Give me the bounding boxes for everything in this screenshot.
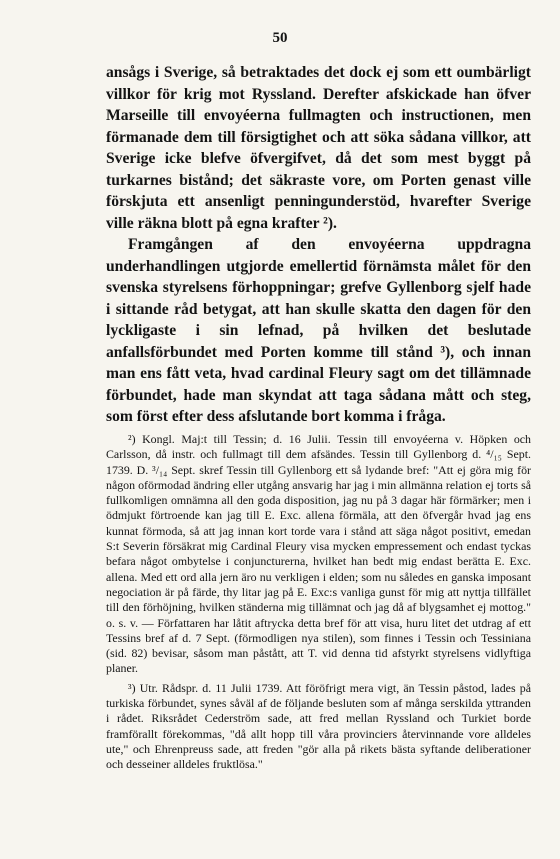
page-number: 50: [272, 30, 288, 46]
paragraph-2: Framgången af den envoyéerna uppdragna underhandlingen utgjorde emellertid förnämsta målet för den svenska styrelsens förhoppningar; grefve Gyllenborg sjelf hade i sittande råd betygat, att han skulle skatta den dagen för den lyckligaste i sin lefnad, på hvilken det beslutade anfallsförbundet med Porten komme till stånd ³), och innan man ens fått veta, hvad cardinal Fleury sagt om det tillämnade förbundet, hade man skyndat att taga sådana mått och steg, som först efter dess afslutande bort komma i fråga.: [106, 236, 531, 425]
footnote-3: ³) Utr. Rådspr. d. 11 Julii 1739. Att föröfrigt mera vigt, än Tessin påstod, lades på turkiska förbundet, synes såväl af de följande besluten som af många serskilda yttranden i rådet. Riksrådet Cederström sade, att fred mellan Ryssland och Turkiet borde framförallt förekommas, "då allt hopp till våra provinciers återvinnande vore alldeles ute," och Ehrenpreuss sade, att freden "gör alla på rikets bästa syftande deliberationer och desseiner alldeles fruktlösa.": [106, 680, 531, 772]
body-text: [106, 62, 531, 428]
footnotes: [106, 432, 531, 777]
footnote-2: ²) Kongl. Maj:t till Tessin; d. 16 Julii. Tessin till envoyéerna v. Höpken och Carlsson, då instr. och fullmagt till dem afsändes. Tessin till Gyllenborg d. ⁴/₁₅ Sept. 1739. D. ³/₁₄ Sept. skref Tessin till Gyllenborg ett så lydande bref: "Att ej göra mig för någon oförmodad ändring eller utgång ansvarig har jag i min allmänna relation ej torts så fullkomligen omnämna all den goda disposition, jag nu på 3 dagar här förmärker; men i ödmjukt förtroende kan jag till E. Exc. allena förmäla, att den öfvergår hvad jag ens kunnat förmoda, så att jag innan kort torde vara i stånd att säga något positivt, emedan S:t Severin försäkrat mig Cardinal Fleury visa mycken empressement och endast tyckas befara något ombytelse i conjuncturerna, hvilket han bedt mig endast berätta E. Exc. allena. Med ett ord alla jern äro nu verkligen i elden; som nu således en ganska imposant negociation är på färde, thy litar jag på E. Exc:s vanliga gunst för mig att nyttja tillfället till den förhöjning, hvilken ständerna mig tillämnat och jag då af blygsamhet ej mottog." o. s. v. — Författaren har låtit aftrycka detta bref för att visa, huru litet det utdrag af ett Tessins bref af d. 7 Sept. (förmodligen nya stilen), som finnes i Tessin och Tessiniana (sid. 82) bevisar, såsom man påstått, att T. vid denna tid afstyrkt styrelsens vidlyftiga planer.: [106, 432, 531, 676]
paragraph-1: ansågs i Sverige, så betraktades det dock ej som ett oumbärligt villkor för krig mot Ryssland. Derefter afskickade han öfver Marseille till envoyéerna fullmagten och instructionen, men förmanade dem till försigtighet och att söka sådana villkor, att Sverige icke blefve öfvergifvet, då det som mest byggt på turkarnes bistånd; det säkraste vore, om Porten genast ville förskjuta ett ansenligt penningunderstöd, hvarefter Sverige ville räkna blott på egna krafter ²).: [106, 64, 531, 232]
